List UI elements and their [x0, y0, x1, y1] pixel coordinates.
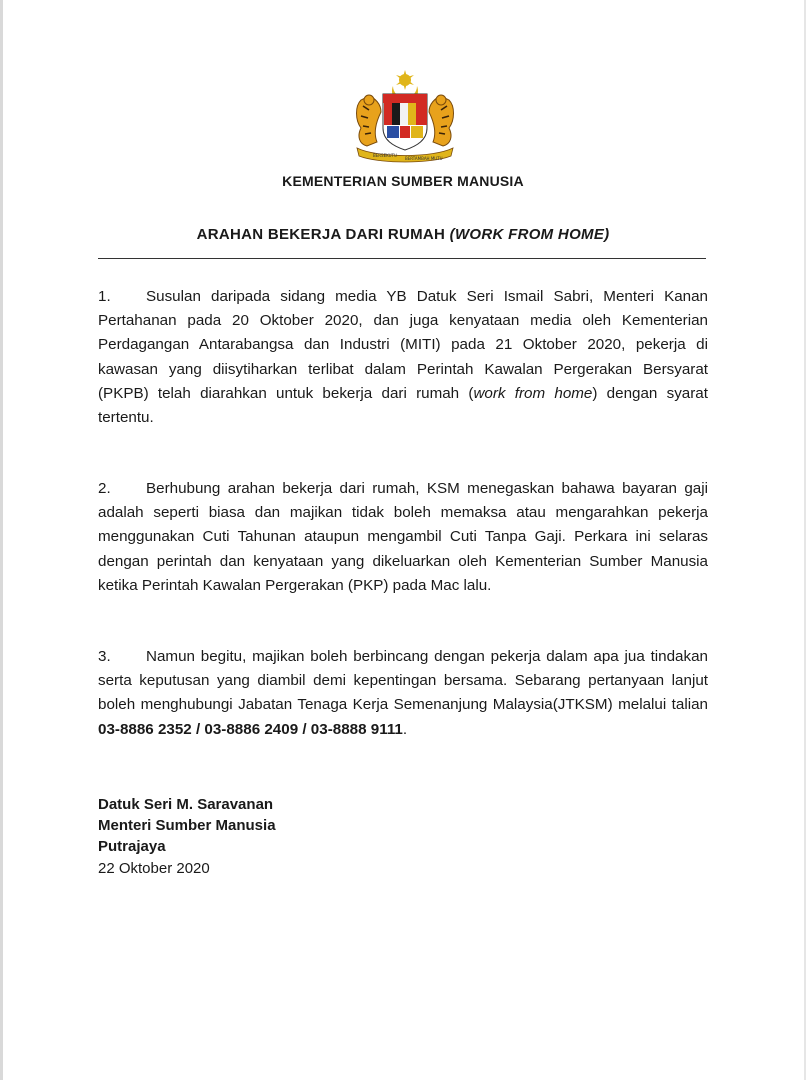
- title-main: ARAHAN BEKERJA DARI RUMAH: [196, 226, 450, 243]
- paragraph-2: [98, 477, 708, 598]
- title-divider: [98, 258, 706, 259]
- signatory-name: Datuk Seri M. Saravanan: [98, 796, 274, 813]
- title-emphasis: (WORK FROM HOME): [449, 226, 610, 243]
- signatory-place: Putrajaya: [98, 838, 166, 855]
- signature-block: [98, 794, 276, 879]
- crest-motto-left: BERSEKUTU: [373, 153, 397, 158]
- paragraph-1: [98, 285, 708, 430]
- paragraph-text-end: .: [402, 720, 408, 738]
- paragraph-text: Susulan daripada sidang media YB Datuk Seri Ismail Sabri, Menteri Kanan Pertahanan pada 20 Oktober 2020, dan juga kenyataan media oleh Kementerian Perdagangan Antarabangsa dan Industri (MITI) pada 21 Oktober 2020, pekerja di kawasan yang diisytiharkan terlibat dalam Perintah Kawalan Pergerakan Bersyarat (PKPB) telah diarahkan untuk bekerja dari rumah (: [98, 288, 708, 402]
- ministry-name: KEMENTERIAN SUMBER MANUSIA: [282, 173, 524, 189]
- crest-motto-right: BERTAMBAH MUTU: [405, 156, 443, 161]
- phone-numbers: 03-8886 2352 / 03-8886 2409 / 03-8888 9111: [98, 720, 403, 738]
- page-edge-left: [0, 0, 3, 1080]
- paragraph-emphasis: work from home: [473, 384, 593, 402]
- paragraph-number: 2.: [98, 480, 111, 497]
- paragraph-number: 1.: [98, 288, 111, 305]
- signatory-position: Menteri Sumber Manusia: [98, 817, 276, 834]
- paragraph-text: Namun begitu, majikan boleh berbincang dengan pekerja dalam apa jua tindakan serta keputusan yang diambil demi kepentingan bersama. Sebarang pertanyaan lanjut boleh menghubungi Jabatan Tenaga Kerja Semenanjung Malaysia(JTKSM) melalui talian: [98, 648, 708, 714]
- paragraph-text: Berhubung arahan bekerja dari rumah, KSM menegaskan bahawa bayaran gaji adalah seperti biasa dan majikan tidak boleh memaksa atau mengarahkan pekerja menggunakan Cuti Tahunan ataupun mengambil Cuti Tanpa Gaji. Perkara ini selaras dengan perintah dan kenyataan yang dikeluarkan oleh Kementerian Sumber Manusia ketika Perintah Kawalan Pergerakan (PKP) pada Mac lalu.: [98, 480, 708, 594]
- paragraph-number: 3.: [98, 648, 111, 665]
- document-title: [0, 226, 806, 243]
- document-date: 22 Oktober 2020: [98, 860, 210, 877]
- coat-of-arms-emblem: [347, 70, 463, 166]
- paragraph-text-end: ) dengan syarat tertentu.: [98, 384, 708, 427]
- paragraph-3: [98, 645, 708, 742]
